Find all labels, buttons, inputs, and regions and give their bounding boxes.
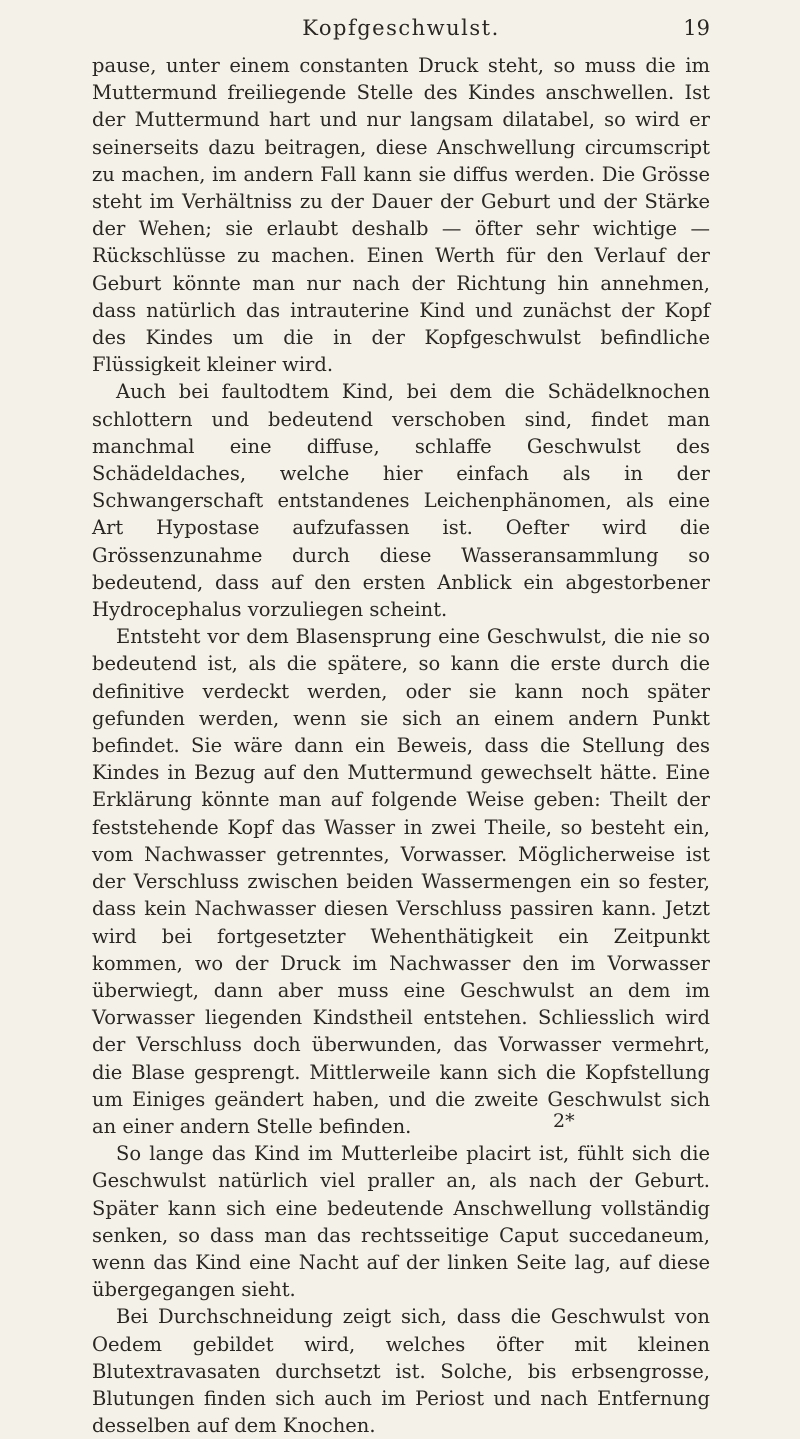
paragraph-4: So lange das Kind im Mutterleibe placirt ist, fühlt sich die Geschwulst natürlich viel praller an, als nach der Geburt. Später kann sich eine bedeutende Anschwellung vollständig senken, so dass man das rechtsseitige Caput succedaneum, wenn das Kind eine Nacht auf der linken Seite lag, auf diese übergegangen sieht. — [92, 1142, 710, 1302]
paragraph-3: Entsteht vor dem Blasensprung eine Geschwulst, die nie so bedeutend ist, als die spätere, so kann die erste durch die definitive verdeckt werden, oder sie kann noch später gefunden werden, wenn sie sich an einem andern Punkt befindet. Sie wäre dann ein Beweis, dass die Stellung des Kindes in Bezug auf den Muttermund gewechselt hätte. Eine Erklärung könnte man auf folgende Weise geben: Theilt der feststehende Kopf das Wasser in zwei Theile, so besteht ein, vom Nachwasser getrenntes, Vorwasser. Möglicherweise ist der Verschluss zwischen beiden Wassermengen ein so fester, dass kein Nachwasser diesen Verschluss passiren kann. Jetzt wird bei fortgesetzter Wehenthätigkeit ein Zeitpunkt kommen, wo der Druck im Nachwasser den im Vorwasser überwiegt, dann aber muss eine Geschwulst an dem im Vorwasser liegenden Kindstheil entstehen. Schliesslich wird der Verschluss doch überwunden, das Vorwasser vermehrt, die Blase gesprengt. Mittlerweile kann sich die Kopfstellung um Einiges geändert haben, und die zweite Geschwulst sich an einer andern Stelle befinden. — [92, 625, 710, 1138]
body-text — [92, 52, 710, 1439]
paragraph-1: pause, unter einem constanten Druck steht, so muss die im Muttermund freiliegende Stelle des Kindes anschwellen. Ist der Muttermund hart und nur langsam dilatabel, so wird er seinerseits dazu beitragen, diese Anschwellung circumscript zu machen, im andern Fall kann sie diffus werden. Die Grösse steht im Verhältniss zu der Dauer der Geburt und der Stärke der Wehen; sie erlaubt deshalb — öfter sehr wichtige — Rückschlüsse zu machen. Einen Werth für den Verlauf der Geburt könnte man nur nach der Richtung hin annehmen, dass natürlich das intrauterine Kind und zunächst der Kopf des Kindes um die in der Kopfgeschwulst befindliche Flüssigkeit kleiner wird. — [92, 54, 710, 377]
signature-mark: 2* — [553, 1110, 575, 1132]
page-header — [92, 12, 710, 46]
page-number: 19 — [683, 16, 710, 40]
running-title: Kopfgeschwulst. — [302, 16, 500, 40]
paragraph-2: Auch bei faultodtem Kind, bei dem die Schädelknochen schlottern und bedeutend verschoben sind, findet man manchmal eine diffuse, schlaffe Geschwulst des Schädeldaches, welche hier einfach als in der Schwangerschaft entstandenes Leichenphänomen, als eine Art Hypostase aufzufassen ist. Oefter wird die Grössenzunahme durch diese Wasseransammlung so bedeutend, dass auf den ersten Anblick ein abgestorbener Hydrocephalus vorzuliegen scheint. — [92, 380, 710, 622]
paragraph-5: Bei Durchschneidung zeigt sich, dass die Geschwulst von Oedem gebildet wird, welches öfter mit kleinen Blutextravasaten durchsetzt ist. Solche, bis erbsengrosse, Blutungen finden sich auch im Periost und nach Entfernung desselben auf dem Knochen. — [92, 1305, 710, 1438]
